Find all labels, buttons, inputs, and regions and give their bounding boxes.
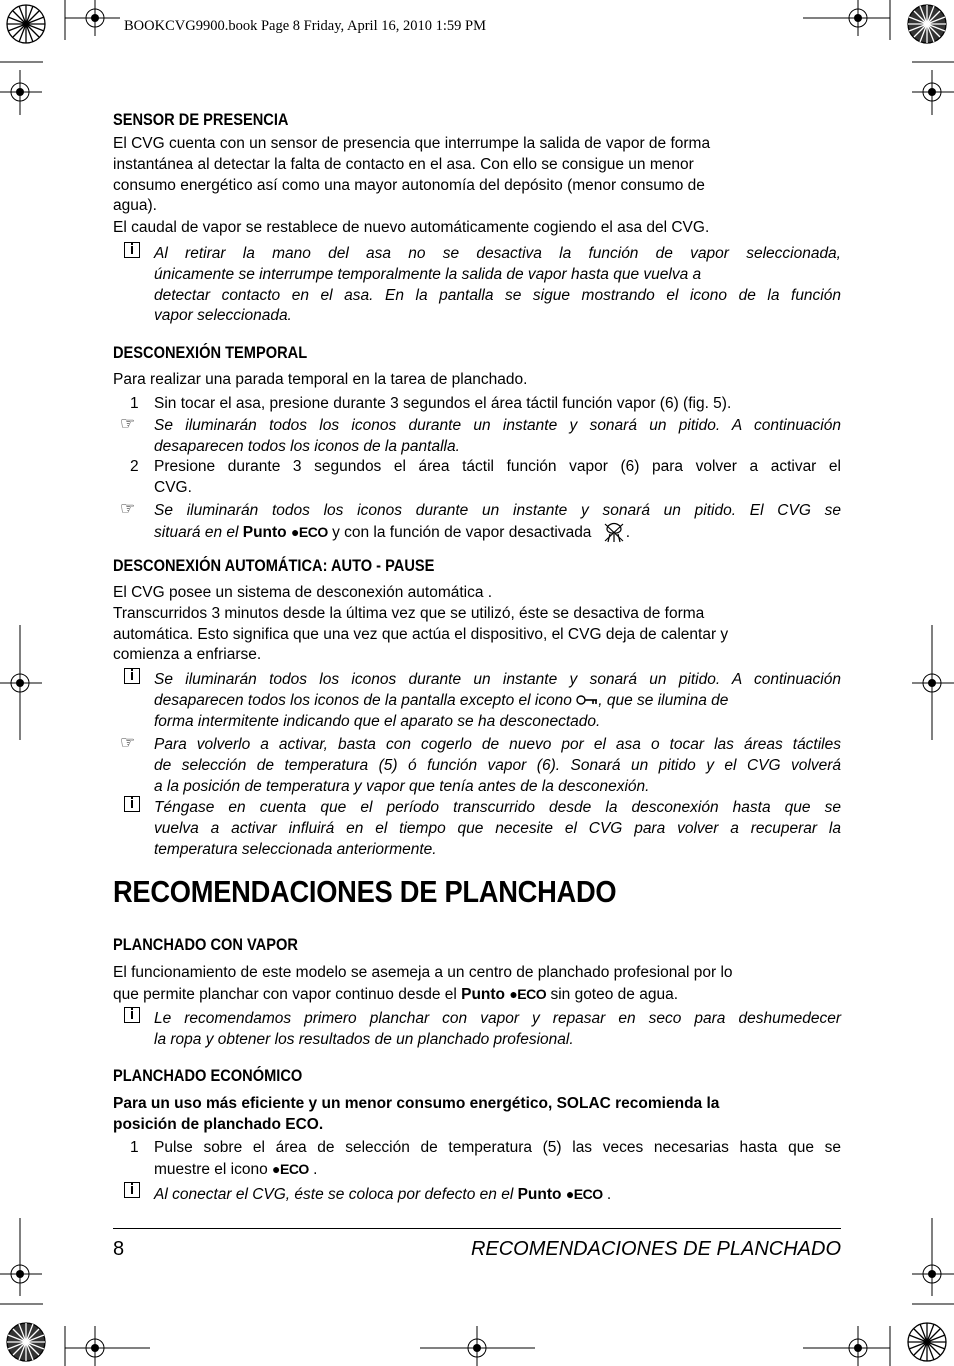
info-icon	[124, 242, 140, 258]
step-number: 1	[130, 1139, 139, 1156]
section-heading-vapor: PLANCHADO CON VAPOR	[113, 935, 298, 954]
auto-note1: Se iluminarán todos los iconos durante un instante y sonará un pitido. A continuación desaparecen todos los iconos de la pantalla excepto el icono , que se ilumina de forma intermitente indicando que el aparato se ha desconectado.	[154, 671, 841, 730]
eco-icon: ●ECO	[290, 523, 328, 540]
auto-paragraph: El CVG posee un sistema de desconexión automática . Transcurridos 3 minutos desde la última vez que se utilizó, éste se desactiva de forma automática. Esto significa que una vez que actúa el dispositivo, el CVG deja de calentar y comienza a enfriarse.	[113, 584, 729, 664]
pointing-hand-icon: ☞	[120, 414, 136, 433]
temporal-step2: Presione durante 3 segundos el área táctil función vapor (6) para volver a activar el CVG.	[154, 458, 841, 496]
footer-title: RECOMENDACIONES DE PLANCHADO	[470, 1238, 841, 1260]
pointing-hand-icon: ☞	[120, 733, 136, 752]
eco-bold-paragraph: Para un uso más eficiente y un menor consumo energético, SOLAC recomienda la posición de planchado ECO.	[113, 1095, 720, 1133]
footer-rule	[113, 1228, 841, 1229]
temporal-intro: Para realizar una parada temporal en la tarea de planchado.	[113, 371, 528, 388]
page-number: 8	[113, 1238, 125, 1260]
step-number: 2	[130, 458, 139, 475]
section-heading-sensor: SENSOR DE PRESENCIA	[113, 110, 289, 129]
info-icon	[124, 1182, 140, 1198]
eco-icon: ●ECO	[509, 985, 547, 1002]
eco-icon: ●ECO	[565, 1186, 603, 1202]
temporal-note1: Se iluminarán todos los iconos durante un instante y sonará un pitido. A continuación desaparecen todos los iconos de la pantalla.	[154, 417, 841, 455]
temporal-note2: Se iluminarán todos los iconos durante un instante y sonará un pitido. El CVG se situará en el Punto ●ECO y con la función de vapor desactivada .	[154, 501, 841, 544]
eco-note: Al conectar el CVG, éste se coloca por defecto en el Punto ●ECO .	[154, 1186, 612, 1203]
pointing-hand-icon: ☞	[120, 499, 136, 518]
info-icon	[124, 668, 140, 684]
print-header: BOOKCVG9900.book Page 8 Friday, April 16, 2010 1:59 PM	[124, 18, 486, 34]
sensor-note: Al retirar la mano del asa no se desactiva la función de vapor seleccionada, únicamente se interrumpe temporalmente la salida de vapor hasta que vuelva a detectar contacto en el asa. En la pantalla se sigue mostrando el icono de la función vapor seleccionada.	[154, 245, 841, 325]
section-heading-temporal: DESCONEXIÓN TEMPORAL	[113, 343, 308, 362]
vapor-paragraph: El funcionamiento de este modelo se asemeja a un centro de planchado profesional por lo que permite planchar con vapor continuo desde el Punto ●ECO sin goteo de agua.	[113, 964, 733, 1003]
sensor-paragraph: El CVG cuenta con un sensor de presencia que interrumpe la salida de vapor de forma instantánea al detectar la falta de contacto en el asa. Con ello se consigue un menor consumo energético así como una mayor autonomía del depósito (menor consumo de agua). El caudal de vapor se restablece de nuevo automáticamente cogiendo el asa del CVG.	[113, 135, 711, 237]
auto-note2: Para volverlo a activar, basta con cogerlo de nuevo por el asa o tocar las áreas táctiles de selección de temperatura (5) ó función vapor (6). Sonará un pitido y el CVG volverá a la posición de temperatura y vapor que tenía antes de la desconexión.	[154, 736, 841, 795]
info-icon	[124, 1007, 140, 1023]
info-icon	[124, 796, 140, 812]
section-heading-auto: DESCONEXIÓN AUTOMÁTICA: AUTO - PAUSE	[113, 556, 435, 575]
chapter-title: RECOMENDACIONES DE PLANCHADO	[113, 874, 617, 909]
step-number: 1	[130, 395, 139, 412]
eco-icon: ●ECO	[272, 1160, 309, 1177]
auto-note3: Téngase en cuenta que el período transcurrido desde la desconexión hasta que se vuelva a activar influirá en el tiempo que necesite el CVG para volver a recuperar la temperatura seleccionada anteriormente.	[154, 799, 841, 858]
section-heading-eco: PLANCHADO ECONÓMICO	[113, 1066, 303, 1085]
temporal-step1: Sin tocar el asa, presione durante 3 segundos el área táctil función vapor (6) (fig. 5).	[154, 395, 732, 412]
key-icon	[576, 694, 598, 706]
steam-off-icon	[602, 522, 626, 544]
vapor-note: Le recomendamos primero planchar con vapor y repasar en seco para deshumedecer la ropa y obtener los resultados de un planchado profesional.	[154, 1010, 841, 1048]
eco-step1: Pulse sobre el área de selección de temperatura (5) las veces necesarias hasta que se muestre el icono ●ECO .	[154, 1139, 841, 1178]
